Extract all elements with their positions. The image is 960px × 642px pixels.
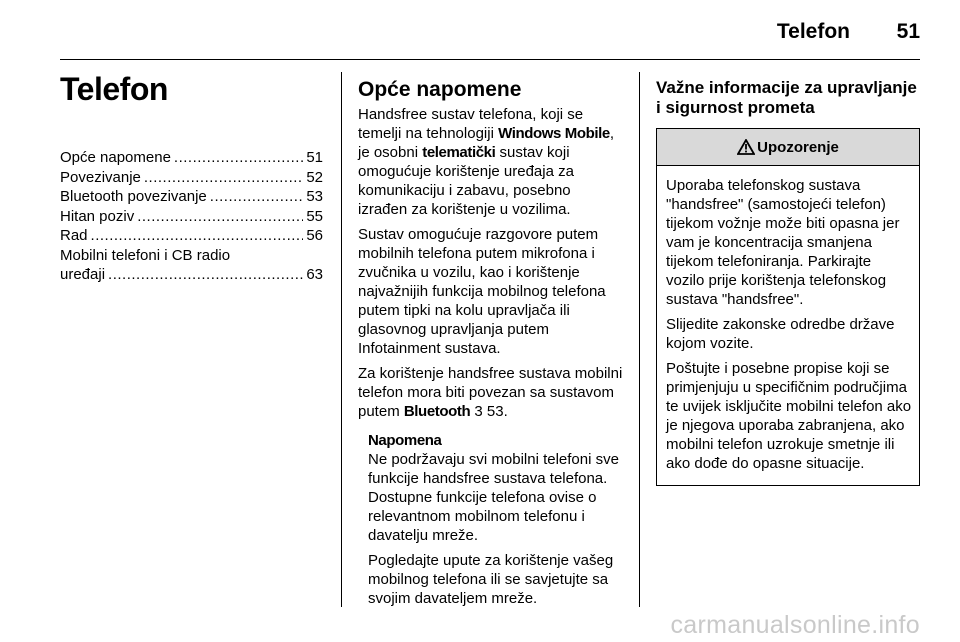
toc-entry[interactable] (60, 187, 323, 207)
toc-page: 53 (306, 188, 323, 205)
toc-page: 63 (306, 266, 323, 283)
toc-label: Opće napomene (60, 149, 171, 166)
note-title: Napomena (368, 432, 442, 449)
term-bluetooth: Bluetooth (403, 403, 471, 420)
section-heading: Važne informacije za upravljanje i sigurnost prometa (656, 78, 917, 117)
toc-leader (144, 168, 303, 188)
toc-label: Bluetooth povezivanje (60, 188, 207, 205)
toc-label: uređaji (60, 266, 106, 283)
general-notes-column (358, 78, 623, 614)
warning-paragraph: Poštujte i posebne propise koji se primjenjuju u specifičnim područjima te uvijek isključite mobilni telefon ako je njegova uporaba zabranjena, ako mobilni telefon uzrokuje smetnje ili ako dođe do opasne situacije. (666, 360, 912, 472)
page-reference-arrow-icon: 3 (474, 403, 483, 420)
column-divider (639, 72, 640, 607)
warning-paragraph: Slijedite zakonske odredbe države kojom vozite. (666, 316, 895, 352)
toc-leader (91, 226, 304, 246)
safety-column (656, 78, 920, 486)
warning-body (657, 166, 919, 485)
warning-triangle-icon (737, 139, 755, 155)
term-telematic: telematički (422, 144, 496, 161)
note-paragraph: Ne podržavaju svi mobilni telefoni sve funkcije handsfree sustava telefona. Dostupne funkcije telefona ovise o relevantnom mobilnom telefonu i davatelju mreže. (368, 451, 619, 544)
paragraph: Handsfree sustav telefona, koji se temelji na tehnologiji Windows Mobile, je osobni telematički sustav koji omogućuje korištenje uređaja za komunikaciju i zabavu, posebno izrađen za korištenje u vozilima. (358, 106, 615, 218)
toc-entry[interactable] (60, 168, 323, 188)
toc-leader (108, 265, 303, 285)
watermark: carmanualsonline.info (670, 611, 920, 639)
table-of-contents (60, 148, 323, 285)
warning-paragraph: Uporaba telefonskog sustava "handsfree" (samostojeći telefon) tijekom vožnje može biti opasna jer vam je koncentracija smanjena tijekom telefoniranja. Parkirajte vozilo prije korištenja telefonskog sustava "handsfree". (666, 177, 900, 308)
toc-entry[interactable] (60, 226, 323, 246)
toc-label: Povezivanje (60, 168, 141, 186)
toc-entry[interactable] (60, 246, 323, 285)
warning-header (657, 129, 919, 166)
toc-page: 51 (306, 149, 323, 166)
toc-leader (137, 207, 303, 227)
page-reference[interactable]: 53. (482, 403, 508, 420)
toc-page: 56 (306, 227, 323, 244)
warning-title: Upozorenje (757, 138, 839, 156)
page-header (60, 0, 920, 60)
toc-label: Hitan poziv (60, 207, 135, 225)
page-number: 51 (896, 20, 920, 43)
paragraph: Sustav omogućuje razgovore putem mobilnih telefona putem mikrofona i zvučnika u vozilu, kao i korištenje najvažnijih funkcija mobilnog telefona putem tipki na kolu upravljača ili glasovnog upravljanja putem Infotainment sustava. (358, 226, 606, 357)
chapter-column (60, 70, 323, 285)
toc-entry[interactable] (60, 207, 323, 227)
note-block (368, 431, 623, 608)
column-divider (341, 72, 342, 607)
toc-page: 55 (306, 207, 323, 225)
toc-leader (174, 148, 303, 168)
toc-page: 52 (306, 168, 323, 186)
running-title: Telefon (776, 20, 850, 43)
toc-entry[interactable] (60, 148, 323, 168)
paragraph: Za korištenje handsfree sustava mobilni telefon mora biti povezan sa sustavom putem Bluetooth 3 53. (358, 365, 623, 420)
term-windows-mobile: Windows Mobile (498, 125, 610, 142)
warning-box (656, 128, 920, 486)
chapter-title: Telefon (60, 71, 168, 107)
toc-leader (210, 187, 304, 207)
section-heading: Opće napomene (358, 78, 522, 101)
toc-label: Mobilni telefoni i CB radio (60, 246, 231, 264)
note-paragraph: Pogledajte upute za korištenje vašeg mobilnog telefona ili se savjetujte sa svojim davateljem mreže. (368, 552, 614, 607)
toc-label: Rad (60, 227, 88, 244)
